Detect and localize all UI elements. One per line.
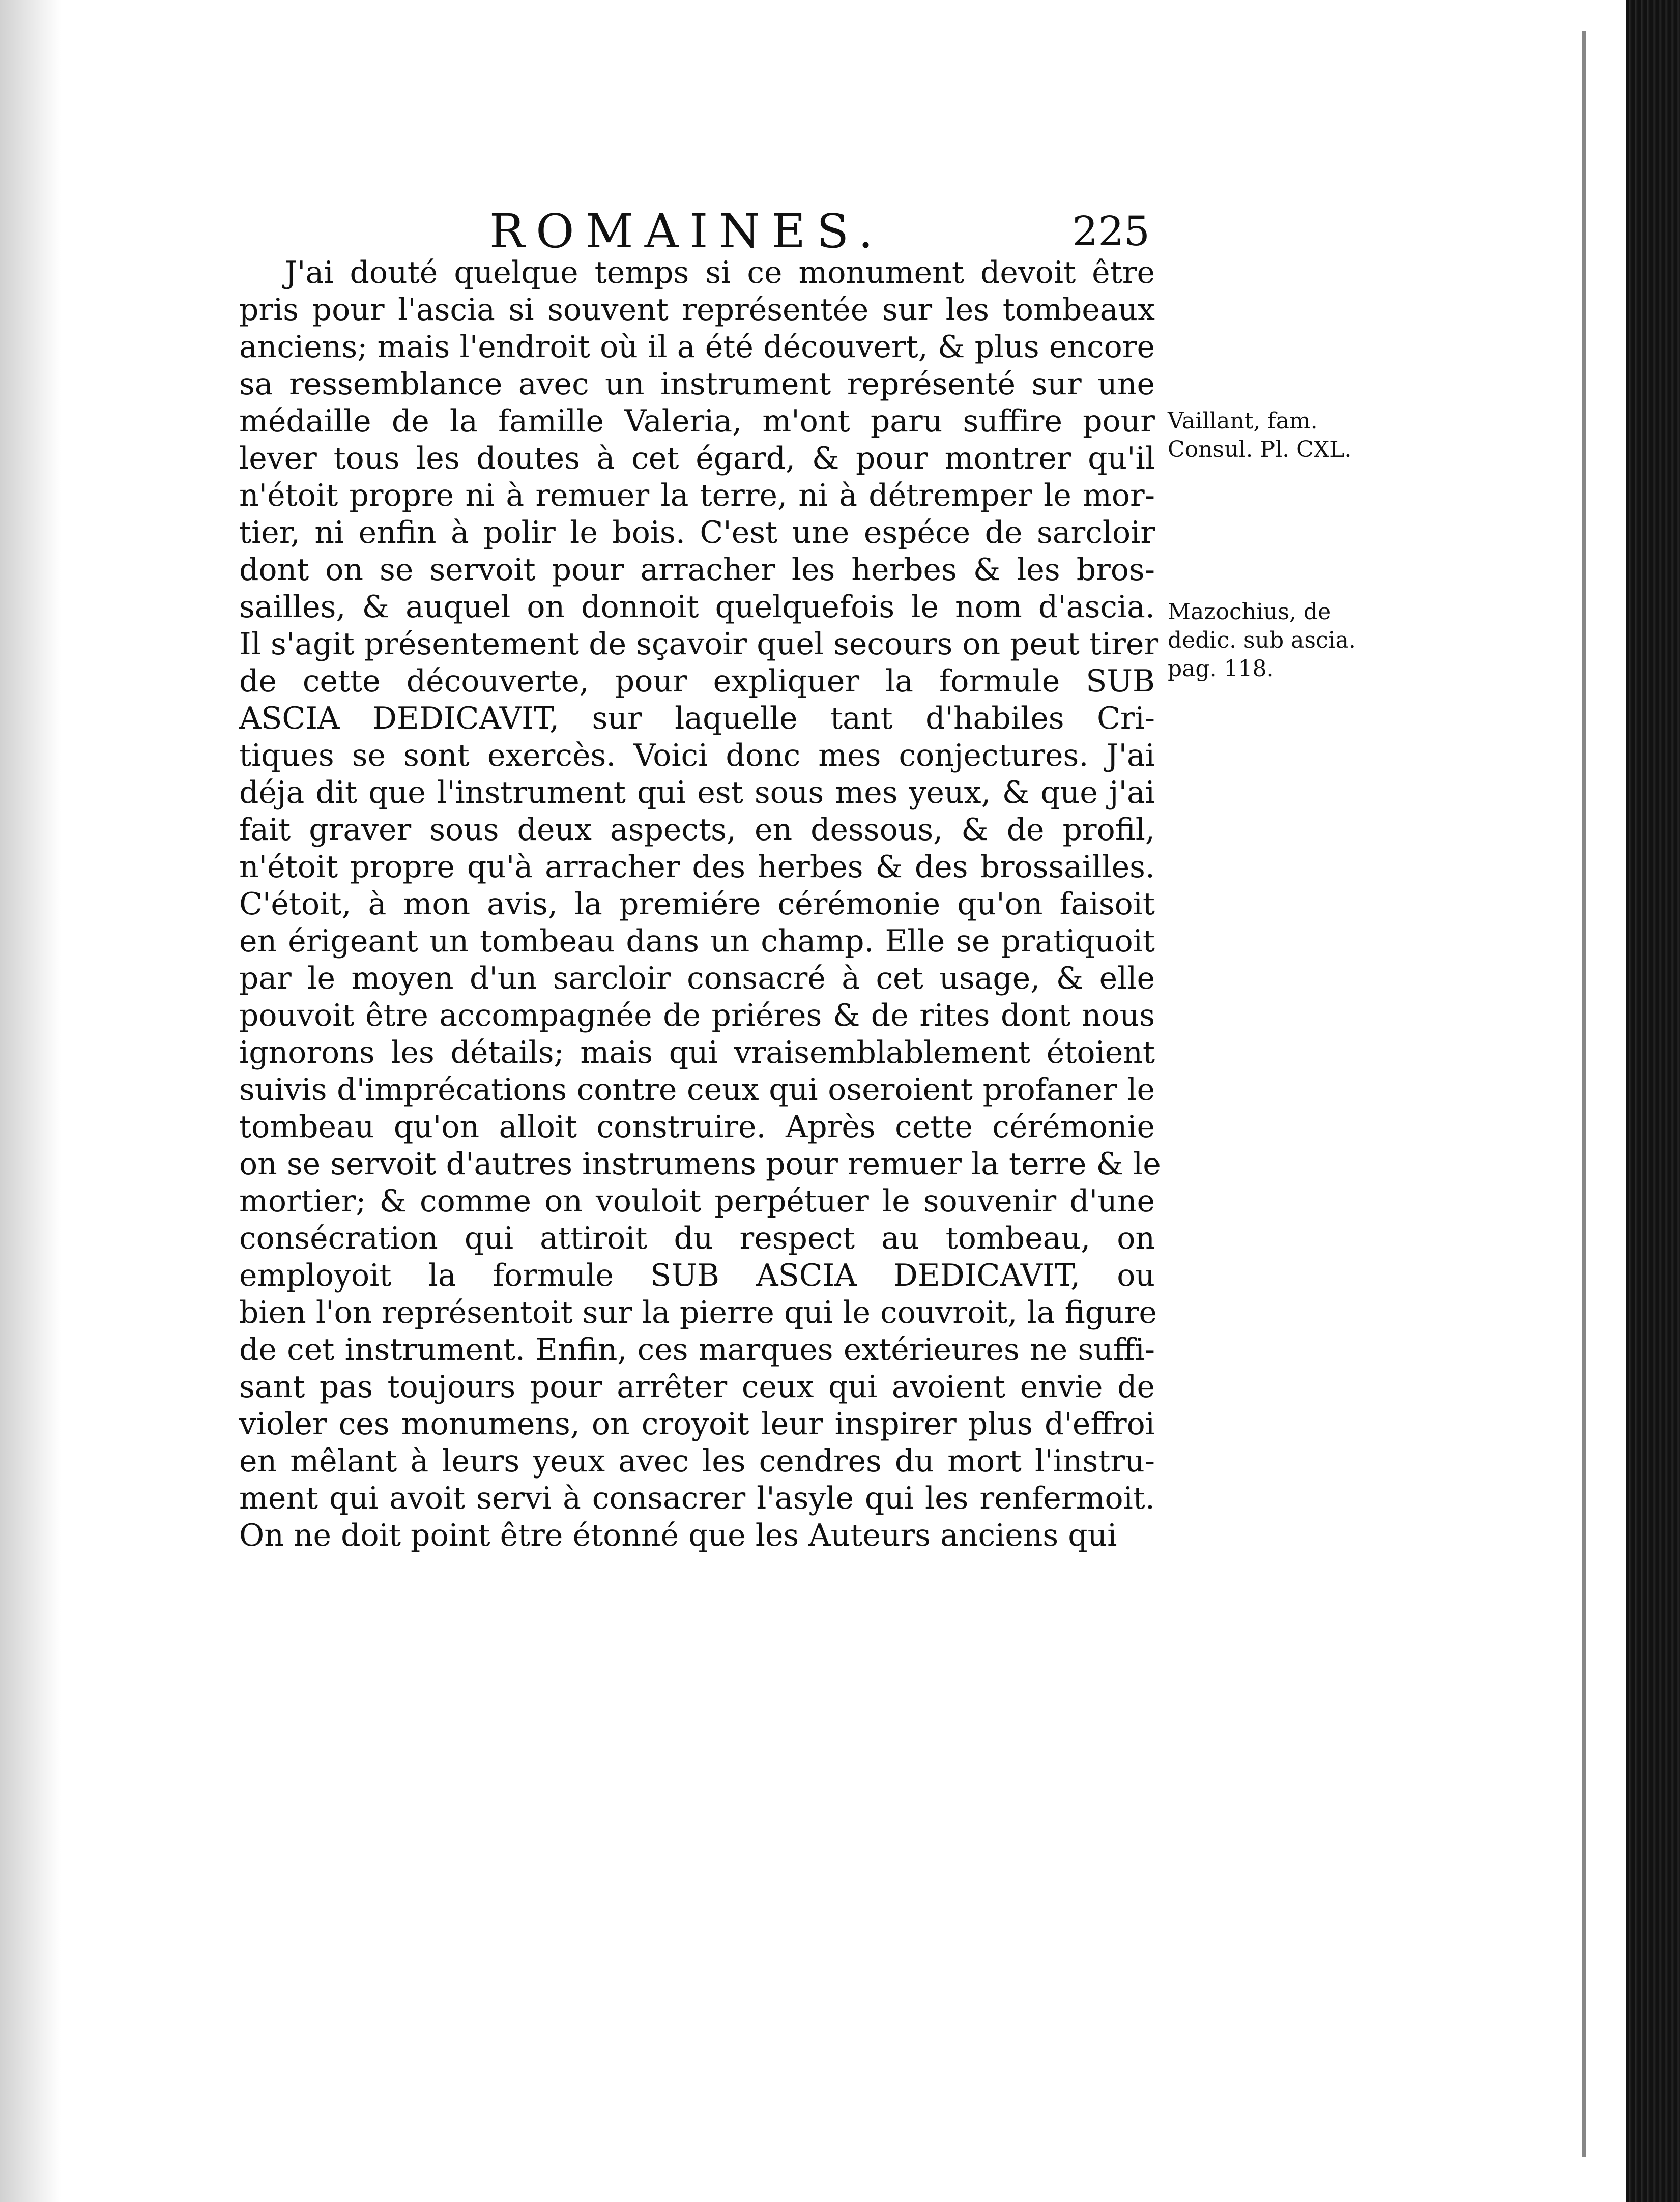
margin-note-line: Consul. Pl. CXL. — [1168, 437, 1352, 462]
margin-note-line: Vaillant, fam. — [1168, 408, 1318, 434]
text-line: n'étoit propre ni à remuer la terre, ni à détremper le mor- — [239, 478, 1155, 513]
gutter-shadow — [0, 0, 61, 2202]
text-line: lever tous les doutes à cet égard, & pour montrer qu'il — [239, 441, 1155, 476]
text-line: dont on se servoit pour arracher les herbes & les bros- — [239, 552, 1155, 588]
text-line: mortier; & comme on vouloit perpétuer le souvenir d'une — [239, 1183, 1155, 1219]
text-line: tiques se sont exercès. Voici donc mes conjectures. J'ai — [239, 738, 1155, 773]
text-line: anciens; mais l'endroit où il a été découvert, & plus encore — [239, 329, 1155, 365]
text-line: bien l'on représentoit sur la pierre qui le couvroit, la figure — [239, 1295, 1157, 1330]
text-line: de cet instrument. Enfin, ces marques extérieures ne suffi- — [239, 1332, 1155, 1368]
text-line: consécration qui attiroit du respect au tombeau, on — [239, 1221, 1155, 1256]
text-line: tombeau qu'on alloit construire. Après cette cérémonie — [239, 1109, 1155, 1145]
page-fold-line — [1582, 31, 1586, 2157]
text-line: médaille de la famille Valeria, m'ont paru suffire pour — [239, 403, 1155, 439]
margin-note-line: Mazochius, de — [1168, 599, 1331, 625]
text-line: pouvoit être accompagnée de priéres & de rites dont nous — [239, 998, 1155, 1033]
text-line: J'ai douté quelque temps si ce monument devoit être — [285, 255, 1155, 291]
text-line: Il s'agit présentement de sçavoir quel secours on peut tirer — [239, 626, 1159, 662]
page-header — [224, 204, 1150, 259]
text-line: sa ressemblance avec un instrument représenté sur une — [239, 366, 1155, 402]
text-line: On ne doit point être étonné que les Auteurs anciens qui — [239, 1518, 1117, 1553]
text-line: en mêlant à leurs yeux avec les cendres du mort l'instru- — [239, 1443, 1155, 1479]
text-line: fait graver sous deux aspects, en dessous, & de profil, — [239, 812, 1155, 848]
text-line: ment qui avoit servi à consacrer l'asyle qui les renfermoit. — [239, 1481, 1155, 1516]
text-line: tier, ni enfin à polir le bois. C'est une espéce de sarcloir — [239, 515, 1155, 550]
text-line: ignorons les détails; mais qui vraisemblablement étoient — [239, 1035, 1155, 1070]
margin-note-line: dedic. sub ascia. — [1168, 627, 1356, 653]
body-text — [239, 254, 1161, 1554]
page-number: 225 — [1072, 208, 1150, 255]
text-line: suivis d'imprécations contre ceux qui oseroient profaner le — [239, 1072, 1155, 1108]
text-line: en érigeant un tombeau dans un champ. Elle se pratiquoit — [239, 923, 1155, 959]
text-line: pris pour l'ascia si souvent représentée sur les tombeaux — [239, 292, 1155, 328]
margin-note-line: pag. 118. — [1168, 656, 1274, 682]
text-line: par le moyen d'un sarcloir consacré à cet usage, & elle — [239, 961, 1155, 996]
text-line: on se servoit d'autres instrumens pour remuer la terre & le — [239, 1146, 1161, 1182]
text-line: n'étoit propre qu'à arracher des herbes & des brossailles. — [239, 849, 1155, 885]
text-line: violer ces monumens, on croyoit leur inspirer plus d'effroi — [239, 1406, 1155, 1442]
text-line: employoit la formule SUB ASCIA DEDICAVIT, ou — [239, 1258, 1155, 1293]
text-line: sant pas toujours pour arrêter ceux qui avoient envie de — [239, 1369, 1155, 1405]
margin-note-mazochius — [1168, 598, 1381, 683]
book-edge — [1626, 0, 1680, 2202]
text-line: ASCIA DEDICAVIT, sur laquelle tant d'habiles Cri- — [239, 701, 1155, 736]
text-line: sailles, & auquel on donnoit quelquefois le nom d'ascia. — [239, 589, 1155, 625]
text-line: C'étoit, à mon avis, la premiére cérémonie qu'on faisoit — [239, 886, 1155, 922]
running-title: ROMAINES. — [489, 204, 885, 258]
margin-note-vaillant — [1168, 407, 1381, 464]
text-line: de cette découverte, pour expliquer la formule SUB — [239, 663, 1155, 699]
text-line: déja dit que l'instrument qui est sous mes yeux, & que j'ai — [239, 775, 1155, 810]
